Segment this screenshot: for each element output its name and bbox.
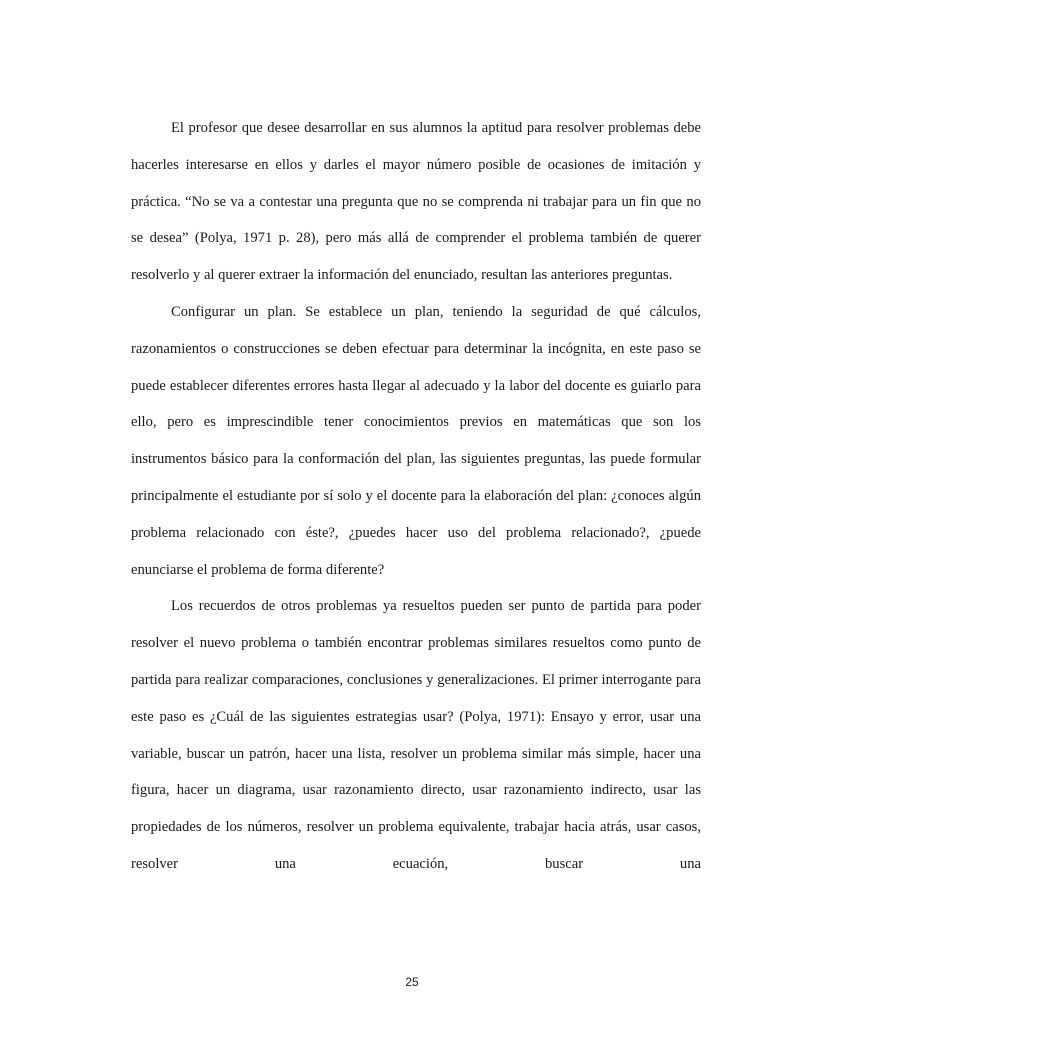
paragraph-1: El profesor que desee desarrollar en sus alumnos la aptitud para resolver problemas debe hacerles interesarse en ellos y darles el mayor número posible de ocasiones de imitación y práctica. “No se va a contestar una pregunta que no se comprenda ni trabajar para un fin que no se desea” (Polya, 1971 p. 28), pero más allá de comprender el problema también de querer resolverlo y al querer extraer la información del enunciado, resultan las anteriores preguntas.	[131, 120, 701, 284]
paragraph-2: Configurar un plan. Se establece un plan, teniendo la seguridad de qué cálculos, razonamientos o construcciones se deben efectuar para determinar la incógnita, en este paso se puede establecer diferentes errores hasta llegar al adecuado y la labor del docente es guiarlo para ello, pero es imprescindible tener conocimientos previos en matemáticas que son los instrumentos básico para la conformación del plan, las siguientes preguntas, las puede formular principalmente el estudiante por sí solo y el docente para la elaboración del plan: ¿conoces algún problema relacionado con éste?, ¿puedes hacer uso del problema relacionado?, ¿puede enunciarse el problema de forma diferente?	[131, 303, 701, 578]
paragraph-3: Los recuerdos de otros problemas ya resueltos pueden ser punto de partida para poder resolver el nuevo problema o también encontrar problemas similares resueltos como punto de partida para realizar comparaciones, conclusiones y generalizaciones. El primer interrogante para este paso es ¿Cuál de las siguientes estrategias usar? (Polya, 1971): Ensayo y error, usar una variable, buscar un patrón, hacer una lista, resolver un problema similar más simple, hacer una figura, hacer un diagrama, usar razonamiento directo, usar razonamiento indirecto, usar las propiedades de los números, resolver un problema equivalente, trabajar hacia atrás, usar casos, resolver una ecuación, buscar una	[131, 598, 701, 872]
body-text	[131, 110, 701, 883]
page-number: 25	[405, 975, 419, 989]
